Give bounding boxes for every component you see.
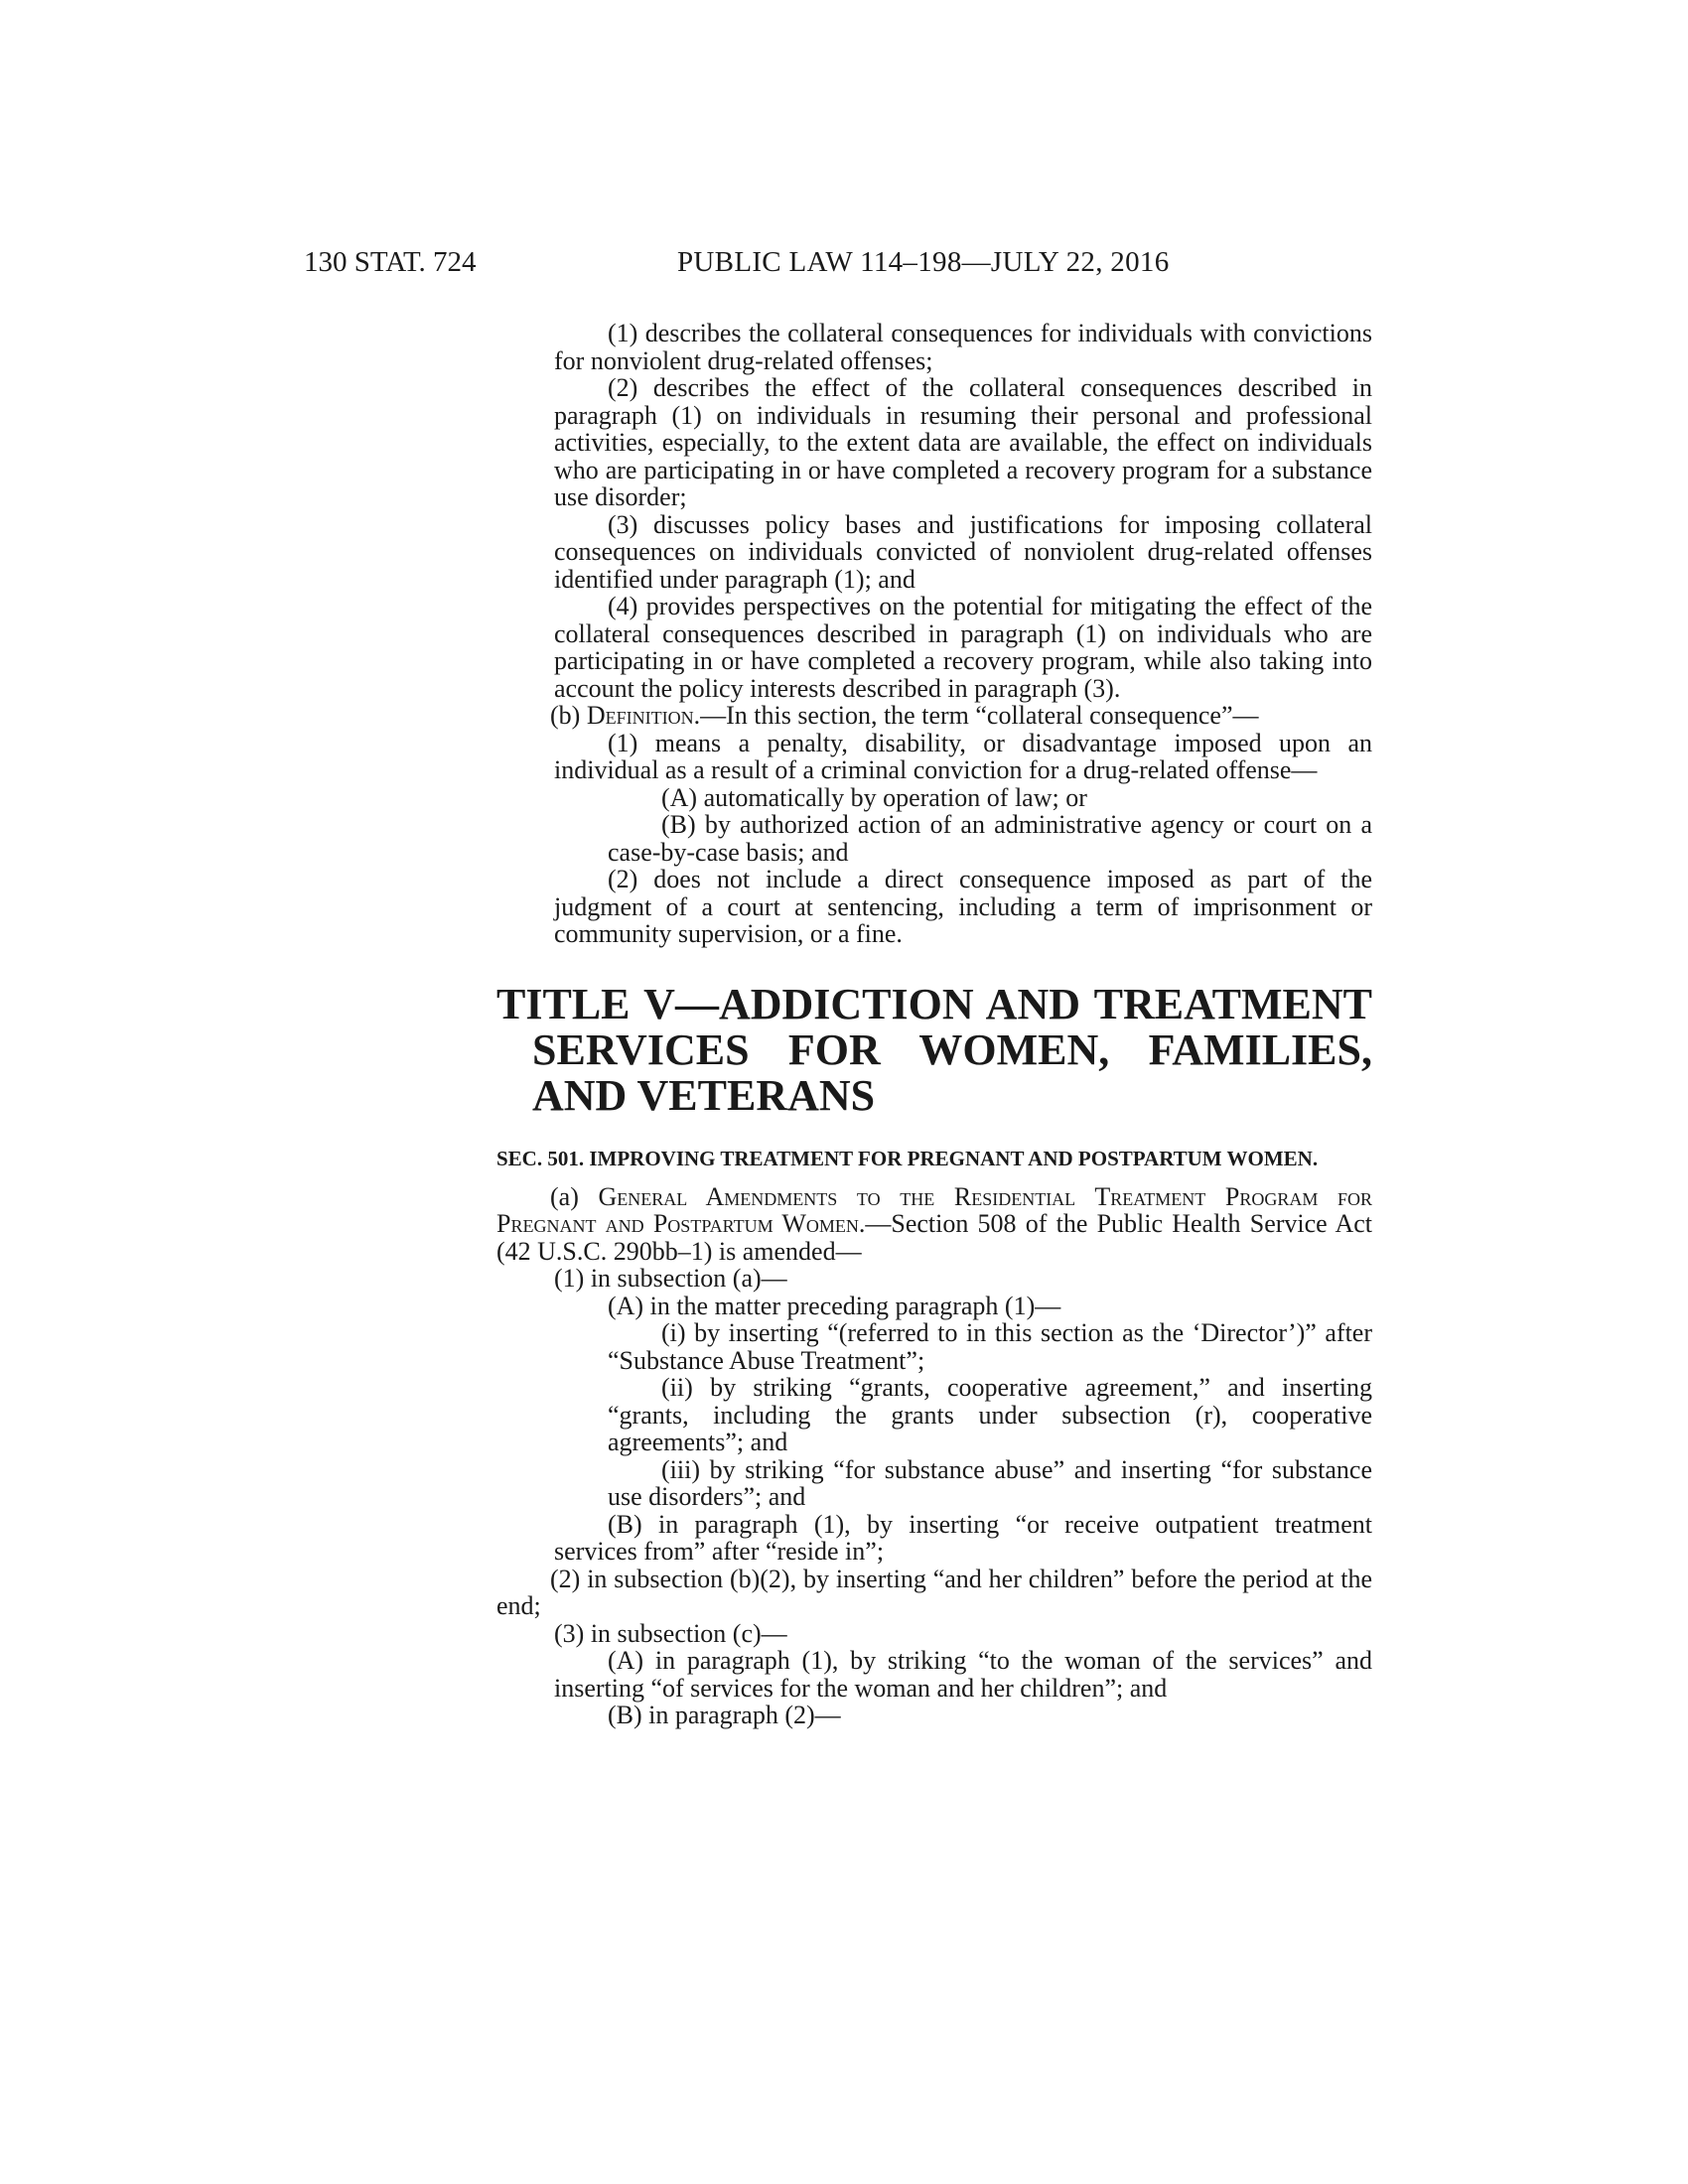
running-head: PUBLIC LAW 114–198—JULY 22, 2016 bbox=[677, 246, 1170, 278]
subsection-a-heading: General Amendments to the Residential Treatment Program for Pregnant and Postpartum Women bbox=[496, 1181, 1373, 1238]
amendment-2: (2) in subsection (b)(2), by inserting “and her children” before the period at the end; bbox=[496, 1564, 1372, 1620]
amendment-1Aii: (ii) by striking “grants, cooperative agreement,” and inserting “grants, including the grants under subsection (r), cooperative agreements”; and bbox=[608, 1373, 1372, 1456]
amendment-1A: (A) in the matter preceding paragraph (1)— bbox=[608, 1291, 1061, 1320]
amendment-1B: (B) in paragraph (1), by inserting “or receive outpatient treatment services from” after “reside in”; bbox=[554, 1509, 1372, 1566]
page-number: 130 STAT. 724 bbox=[304, 246, 477, 278]
subsection-a-text: .—Section 508 of the Public Health Service Act (42 U.S.C. 290bb–1) is amended— bbox=[496, 1209, 1373, 1266]
definition-1a: (A) automatically by operation of law; or bbox=[661, 782, 1087, 812]
amendment-3A: (A) in paragraph (1), by striking “to the woman of the services” and inserting “of services for the woman and her children”; and bbox=[554, 1646, 1372, 1703]
amendment-3: (3) in subsection (c)— bbox=[554, 1618, 787, 1648]
definition-text: .—In this section, the term “collateral consequence”— bbox=[693, 701, 1259, 730]
definition-subsection bbox=[496, 702, 1372, 730]
amendment-1Ai: (i) by inserting “(referred to in this section as the ‘Director’)” after “Substance Abuse Treatment”; bbox=[608, 1318, 1372, 1375]
page-header bbox=[304, 246, 1372, 286]
definition-heading: Definition bbox=[586, 701, 694, 730]
amendment-3B: (B) in paragraph (2)— bbox=[608, 1701, 841, 1729]
amendment-1: (1) in subsection (a)— bbox=[554, 1264, 787, 1293]
section-501-a bbox=[496, 1183, 1372, 1266]
definition-1: (1) means a penalty, disability, or disadvantage imposed upon an individual as a result of a criminal conviction for a drug-related offense— bbox=[554, 728, 1372, 784]
definition-2: (2) does not include a direct consequence imposed as part of the judgment of a court at sentencing, including a term of imprisonment or community supervision, or a fine. bbox=[554, 865, 1372, 948]
section-501-heading: SEC. 501. IMPROVING TREATMENT FOR PREGNANT AND POSTPARTUM WOMEN. bbox=[496, 1146, 1319, 1170]
amendment-1Aiii: (iii) by striking “for substance abuse” and inserting “for substance use disorders”; and bbox=[608, 1454, 1372, 1511]
title-v-heading: TITLE V—ADDICTION AND TREATMENT SERVICES FOR WOMEN, FAMILIES, AND VETERANS bbox=[496, 979, 1372, 1120]
definition-1b: (B) by authorized action of an administrative agency or court on a case-by-case basis; and bbox=[608, 810, 1372, 867]
definition-label: (b) bbox=[550, 701, 587, 730]
paragraph-2: (2) describes the effect of the collateral consequences described in paragraph (1) on individuals in resuming their personal and professional activities, especially, to the extent data are available, the effect on individuals who are participating in or have completed a recovery program for a substance use disorder; bbox=[554, 373, 1372, 511]
paragraph-1: (1) describes the collateral consequences for individuals with convictions for nonviolent drug-related offenses; bbox=[554, 319, 1372, 375]
paragraph-4: (4) provides perspectives on the potential for mitigating the effect of the collateral consequences described in paragraph (1) on individuals who are participating in or have completed a recovery program, while also taking into account the policy interests described in paragraph (3). bbox=[554, 592, 1372, 703]
subsection-a-label: (a) bbox=[550, 1181, 599, 1211]
text-column bbox=[496, 320, 1372, 1729]
paragraph-3: (3) discusses policy bases and justifications for imposing collateral consequences on individuals convicted of nonviolent drug-related offenses identified under paragraph (1); and bbox=[554, 509, 1372, 594]
